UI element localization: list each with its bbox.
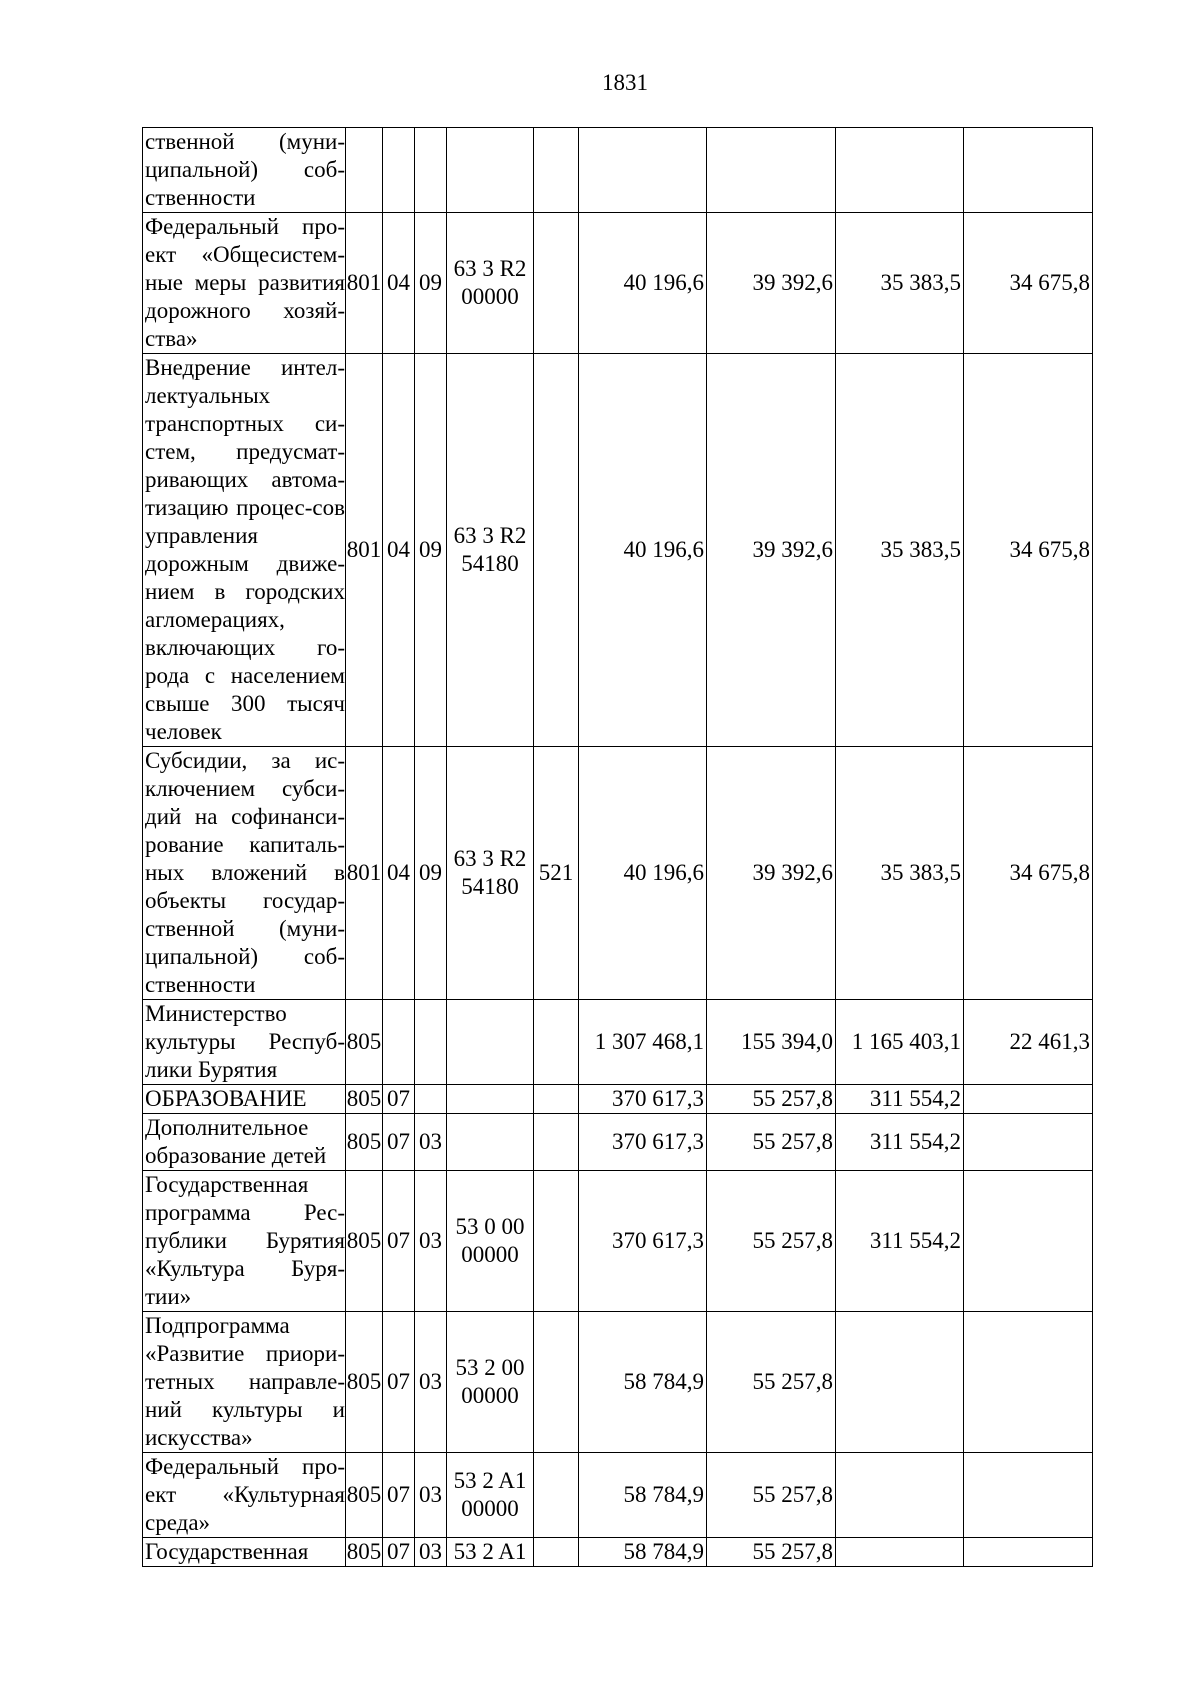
amount-3: 311 554,2 (836, 1114, 964, 1171)
ministry-code (346, 128, 383, 213)
amount-2: 55 257,8 (707, 1171, 836, 1312)
expense-type-code (534, 1085, 579, 1114)
target-article-code (447, 1085, 534, 1114)
table-row (143, 1453, 1093, 1538)
amount-2: 155 394,0 (707, 1000, 836, 1085)
ministry-code: 805 (346, 1114, 383, 1171)
amount-2: 55 257,8 (707, 1538, 836, 1567)
amount-4 (964, 1453, 1093, 1538)
amount-1: 40 196,6 (579, 213, 707, 354)
amount-4: 34 675,8 (964, 213, 1093, 354)
amount-4 (964, 1085, 1093, 1114)
amount-3: 1 165 403,1 (836, 1000, 964, 1085)
ministry-code: 801 (346, 354, 383, 747)
amount-4 (964, 1312, 1093, 1453)
section-code: 07 (383, 1453, 415, 1538)
ministry-code: 805 (346, 1000, 383, 1085)
expense-type-code (534, 213, 579, 354)
row-description: Государственная программа Рес-публики Бурятия «Культура Буря-тии» (143, 1171, 346, 1312)
row-description: ОБРАЗОВАНИЕ (143, 1085, 346, 1114)
section-code: 07 (383, 1171, 415, 1312)
section-code: 07 (383, 1312, 415, 1453)
section-code: 07 (383, 1114, 415, 1171)
subsection-code: 03 (415, 1538, 447, 1567)
subsection-code: 09 (415, 747, 447, 1000)
amount-4 (964, 128, 1093, 213)
subsection-code: 03 (415, 1453, 447, 1538)
target-article-code: 63 3 R2 00000 (447, 213, 534, 354)
section-code: 04 (383, 213, 415, 354)
section-code: 04 (383, 747, 415, 1000)
expense-type-code (534, 1538, 579, 1567)
subsection-code: 09 (415, 213, 447, 354)
amount-1: 40 196,6 (579, 747, 707, 1000)
row-description: Министерство культуры Респуб-лики Бурятия (143, 1000, 346, 1085)
page-number: 1831 (602, 70, 648, 95)
section-code: 04 (383, 354, 415, 747)
table-row (143, 747, 1093, 1000)
subsection-code (415, 1085, 447, 1114)
row-description: ственной (муни-ципальной) соб-ственности (143, 128, 346, 213)
subsection-code: 09 (415, 354, 447, 747)
amount-1 (579, 128, 707, 213)
amount-3 (836, 1312, 964, 1453)
amount-2: 55 257,8 (707, 1312, 836, 1453)
target-article-code: 53 0 00 00000 (447, 1171, 534, 1312)
amount-3: 35 383,5 (836, 354, 964, 747)
amount-2: 55 257,8 (707, 1453, 836, 1538)
subsection-code: 03 (415, 1114, 447, 1171)
table-row (143, 213, 1093, 354)
target-article-code: 53 2 00 00000 (447, 1312, 534, 1453)
ministry-code: 805 (346, 1171, 383, 1312)
expense-type-code (534, 354, 579, 747)
amount-3: 311 554,2 (836, 1171, 964, 1312)
amount-4: 34 675,8 (964, 747, 1093, 1000)
expense-type-code: 521 (534, 747, 579, 1000)
target-article-code: 63 3 R2 54180 (447, 747, 534, 1000)
amount-2: 55 257,8 (707, 1085, 836, 1114)
amount-4 (964, 1114, 1093, 1171)
amount-3: 311 554,2 (836, 1085, 964, 1114)
table-row (143, 1114, 1093, 1171)
amount-3: 35 383,5 (836, 213, 964, 354)
section-code: 07 (383, 1085, 415, 1114)
target-article-code (447, 128, 534, 213)
amount-1: 370 617,3 (579, 1085, 707, 1114)
amount-1: 58 784,9 (579, 1312, 707, 1453)
target-article-code: 53 2 A1 (447, 1538, 534, 1567)
table-row (143, 1171, 1093, 1312)
table-row (143, 1085, 1093, 1114)
ministry-code: 805 (346, 1085, 383, 1114)
amount-1: 58 784,9 (579, 1453, 707, 1538)
target-article-code (447, 1000, 534, 1085)
amount-1: 1 307 468,1 (579, 1000, 707, 1085)
ministry-code: 805 (346, 1453, 383, 1538)
row-description: Дополнительное образование детей (143, 1114, 346, 1171)
ministry-code: 805 (346, 1538, 383, 1567)
amount-3: 35 383,5 (836, 747, 964, 1000)
amount-2: 39 392,6 (707, 213, 836, 354)
expense-type-code (534, 1453, 579, 1538)
amount-2: 39 392,6 (707, 354, 836, 747)
ministry-code: 805 (346, 1312, 383, 1453)
amount-1: 40 196,6 (579, 354, 707, 747)
expense-type-code (534, 1114, 579, 1171)
target-article-code: 63 3 R2 54180 (447, 354, 534, 747)
target-article-code (447, 1114, 534, 1171)
amount-2: 39 392,6 (707, 747, 836, 1000)
amount-4: 22 461,3 (964, 1000, 1093, 1085)
row-description: Субсидии, за ис-ключением субси-дий на софинанси-рование капиталь-ных вложений в объекты государ-ственной (муни-ципальной) соб-ственности (143, 747, 346, 1000)
expense-type-code (534, 1312, 579, 1453)
expense-type-code (534, 1000, 579, 1085)
row-description: Государственная (143, 1538, 346, 1567)
ministry-code: 801 (346, 747, 383, 1000)
ministry-code: 801 (346, 213, 383, 354)
amount-3 (836, 128, 964, 213)
amount-4 (964, 1538, 1093, 1567)
budget-table (142, 127, 1093, 1567)
table-row (143, 1000, 1093, 1085)
section-code: 07 (383, 1538, 415, 1567)
expense-type-code (534, 1171, 579, 1312)
row-description: Внедрение интел-лектуальных транспортных си-стем, предусмат-ривающих автома-тизацию процес-сов управления дорожным движе-нием в городских агломерациях, включающих го-рода с населением свыше 300 тысяч человек (143, 354, 346, 747)
amount-1: 370 617,3 (579, 1114, 707, 1171)
amount-4: 34 675,8 (964, 354, 1093, 747)
amount-2 (707, 128, 836, 213)
section-code (383, 128, 415, 213)
amount-2: 55 257,8 (707, 1114, 836, 1171)
table-row (143, 128, 1093, 213)
amount-1: 370 617,3 (579, 1171, 707, 1312)
table-row (143, 1312, 1093, 1453)
row-description: Федеральный про-ект «Культурная среда» (143, 1453, 346, 1538)
subsection-code (415, 128, 447, 213)
subsection-code: 03 (415, 1171, 447, 1312)
target-article-code: 53 2 A1 00000 (447, 1453, 534, 1538)
section-code (383, 1000, 415, 1085)
amount-3 (836, 1538, 964, 1567)
subsection-code: 03 (415, 1312, 447, 1453)
row-description: Подпрограмма «Развитие приори-тетных направле-ний культуры и искусства» (143, 1312, 346, 1453)
subsection-code (415, 1000, 447, 1085)
amount-1: 58 784,9 (579, 1538, 707, 1567)
amount-4 (964, 1171, 1093, 1312)
expense-type-code (534, 128, 579, 213)
amount-3 (836, 1453, 964, 1538)
table-row (143, 354, 1093, 747)
row-description: Федеральный про-ект «Общесистем-ные меры развития дорожного хозяй-ства» (143, 213, 346, 354)
table-row (143, 1538, 1093, 1567)
